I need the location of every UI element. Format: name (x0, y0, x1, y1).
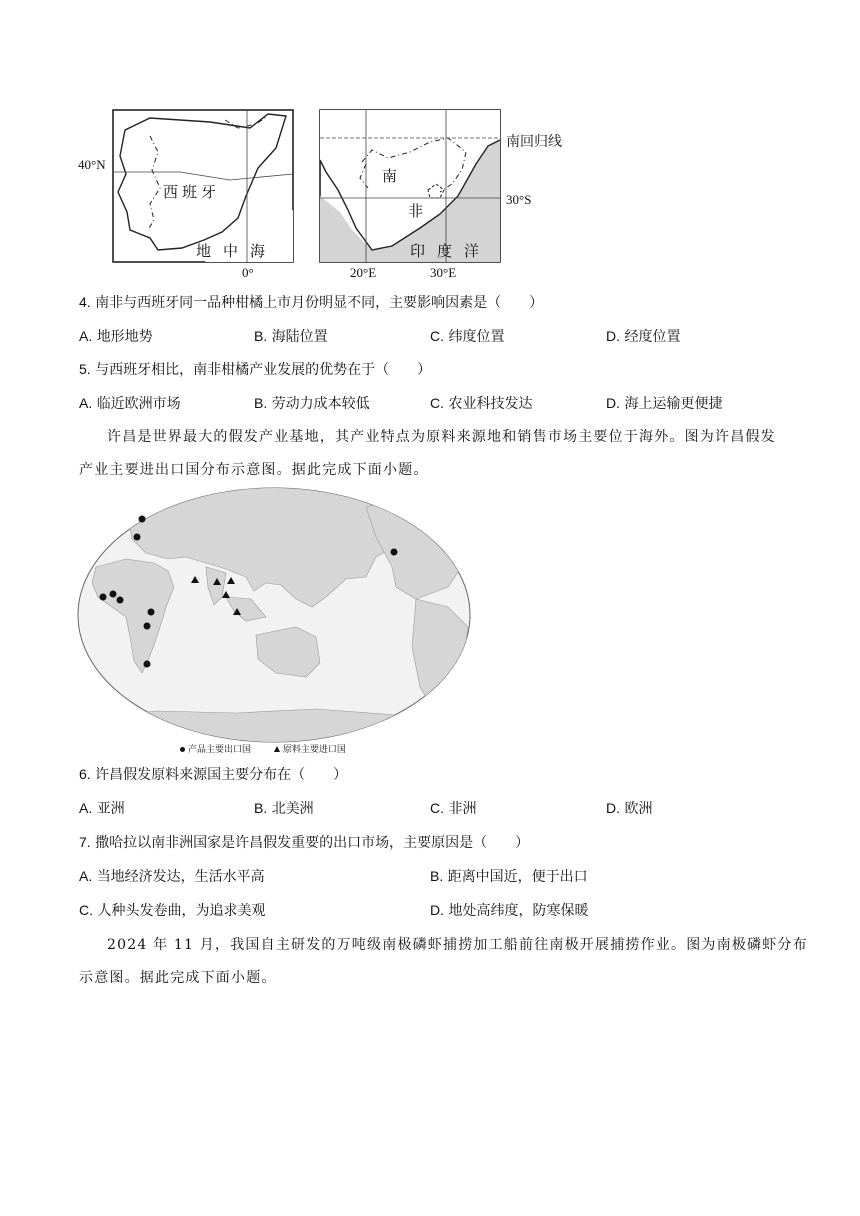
option-5b[interactable]: B. 劳动力成本较低 (254, 395, 370, 412)
sa-lon1-label: 20°E (350, 265, 377, 280)
option-6c[interactable]: C. 非洲 (430, 800, 477, 817)
option-5d[interactable]: D. 海上运输更便捷 (606, 395, 723, 412)
sa-country-label-1: 南 (382, 167, 398, 185)
option-6a[interactable]: A. 亚洲 (79, 800, 125, 817)
option-7b[interactable]: B. 距离中国近，便于出口 (430, 868, 588, 885)
sa-lon2-label: 30°E (430, 265, 457, 280)
question-text: 南非与西班牙同一品种柑橘上市月份明显不同，主要影响因素是（ ） (95, 295, 544, 311)
question-7 (79, 832, 529, 853)
legend-export-label: 产品主要出口国 (188, 745, 252, 755)
spain-south-africa-maps (0, 100, 860, 290)
passage-wig-line1: 许昌是世界最大的假发产业基地，其产业特点为原料来源地和销售市场主要位于海外。图为许昌假发 (107, 429, 776, 445)
sa-lat-label: 30°S (506, 192, 532, 207)
question-5 (79, 359, 431, 380)
option-4d[interactable]: D. 经度位置 (606, 328, 681, 345)
option-5a[interactable]: A. 临近欧洲市场 (79, 395, 181, 412)
option-4b[interactable]: B. 海陆位置 (254, 328, 328, 345)
question-text: 许昌假发原料来源国主要分布在（ ） (95, 767, 348, 783)
export-legend-dot (180, 747, 185, 752)
question-number: 4. (79, 294, 91, 310)
passage-krill-line1: 2024 年 11 月，我国自主研发的万吨级南极磷虾捕捞加工船前往南极开展捕捞作业。图为南极磷虾分布 (107, 937, 808, 953)
option-7c[interactable]: C. 人种头发卷曲，为追求美观 (79, 902, 266, 919)
question-text: 与西班牙相比，南非柑橘产业发展的优势在于（ ） (95, 362, 432, 378)
option-6b[interactable]: B. 北美洲 (254, 800, 314, 817)
spain-country-label: 西班牙 (163, 183, 221, 201)
option-4c[interactable]: C. 纬度位置 (430, 328, 505, 345)
option-5c[interactable]: C. 农业科技发达 (430, 395, 533, 412)
passage-wig-line2: 产业主要进出口国分布示意图。据此完成下面小题。 (79, 462, 429, 478)
question-number: 6. (79, 766, 91, 782)
indian-ocean-label: 印度洋 (410, 242, 492, 260)
world-map-legend (180, 744, 346, 756)
sa-country-label-2: 非 (408, 202, 424, 220)
option-6d[interactable]: D. 欧洲 (606, 800, 653, 817)
tropic-label: 南回归线 (506, 135, 562, 150)
option-7a[interactable]: A. 当地经济发达，生活水平高 (79, 868, 265, 885)
question-text: 撒哈拉以南非洲国家是许昌假发重要的出口市场，主要原因是（ ） (95, 835, 530, 851)
mediterranean-label: 地中海 (196, 242, 278, 260)
option-7d[interactable]: D. 地处高纬度，防寒保暖 (430, 902, 589, 919)
question-4 (79, 292, 543, 313)
spain-lat-label: 40°N (78, 157, 106, 172)
option-4a[interactable]: A. 地形地势 (79, 328, 153, 345)
passage-krill-line2: 示意图。据此完成下面小题。 (79, 970, 277, 986)
question-number: 7. (79, 834, 91, 850)
import-legend-triangle (274, 746, 280, 752)
world-map (76, 487, 472, 757)
question-6 (79, 764, 347, 785)
legend-import-label: 原料主要进口国 (282, 745, 346, 755)
question-number: 5. (79, 361, 91, 377)
spain-lon-label: 0° (242, 265, 254, 280)
